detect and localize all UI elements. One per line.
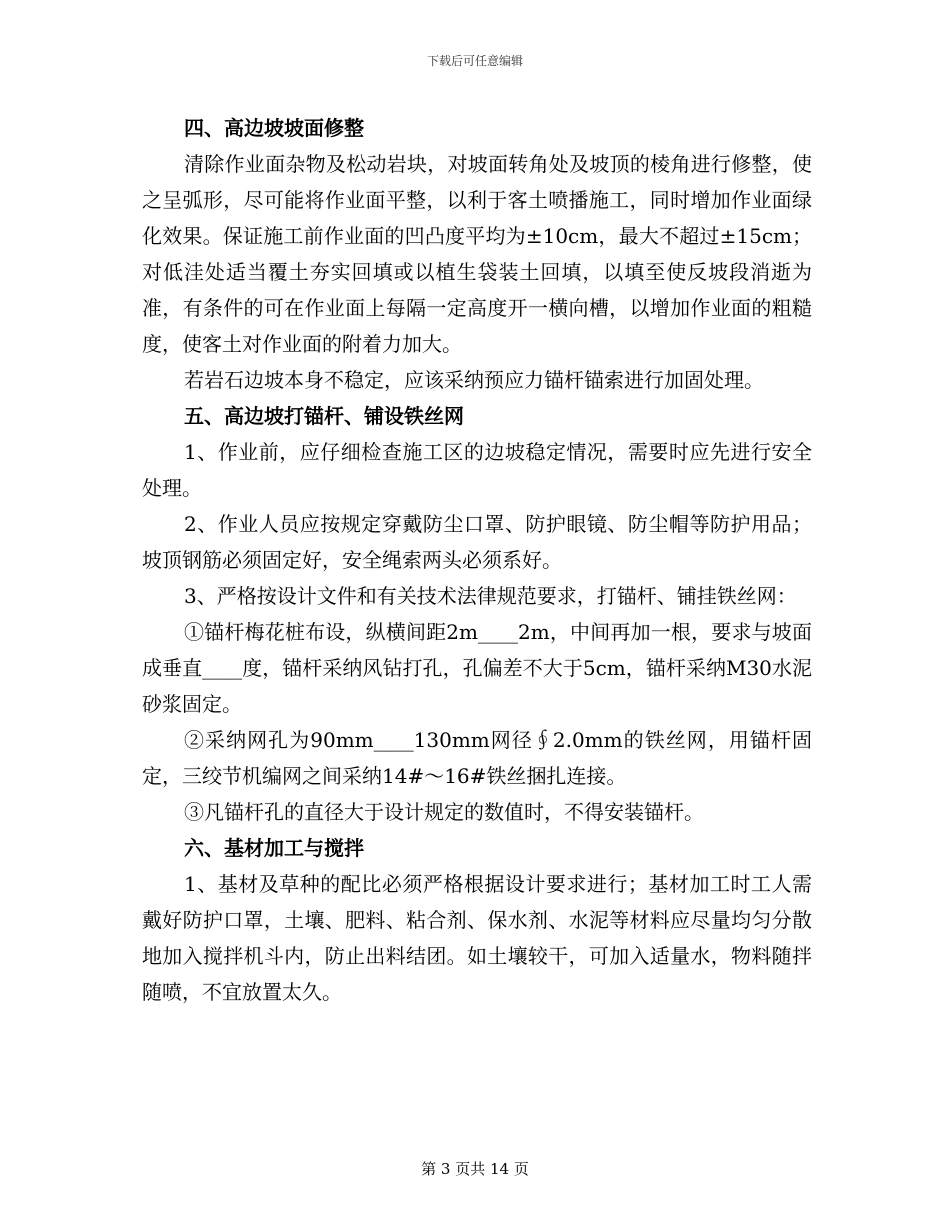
page-footer: 第 3 页共 14 页 [421,1160,529,1178]
section-heading-6: 六、基材加工与搅拌 [184,836,364,860]
paragraph-unstable-slope: 若岩石边坡本身不稳定，应该采纳预应力锚杆锚索进行加固处理。 [184,368,764,392]
paragraph-item-1: 1、作业前，应仔细检查施工区的边坡稳定情况，需要时应先进行安全处理。 [142,440,812,500]
paragraph-slope-trimming: 清除作业面杂物及松动岩块，对坡面转角处及坡顶的棱角进行修整，使之呈弧形，尽可能将作业面平整，以利于客土喷播施工，同时增加作业面绿化效果。保证施工前作业面的凹凸度平均为±10cm，最大不超过±15cm；对低洼处适当覆土夯实回填或以植生袋装土回填，以填至使反坡段消逝为准，有条件的可在作业面上每隔一定高度开一横向槽，以增加作业面的粗糙度，使客土对作业面的附着力加大。 [142,152,812,356]
section-heading-4: 四、高边坡坡面修整 [184,116,364,140]
paragraph-subitem-1: ①锚杆梅花桩布设，纵横间距2m____2m，中间再加一根，要求与坡面成垂直____度，锚杆采纳风钻打孔，孔偏差不大于5cm，锚杆采纳M30水泥砂浆固定。 [142,620,812,716]
paragraph-subitem-3: ③凡锚杆孔的直径大于设计规定的数值时，不得安装锚杆。 [184,800,704,824]
paragraph-item-3: 3、严格按设计文件和有关技术法律规范要求，打锚杆、铺挂铁丝网： [184,584,797,608]
paragraph-subitem-2: ②采纳网孔为90mm____130mm网径∮2.0mm的铁丝网，用锚杆固定，三绞节机编网之间采纳14#～16#铁丝捆扎连接。 [142,728,812,788]
section-heading-5: 五、高边坡打锚杆、铺设铁丝网 [184,404,464,428]
paragraph-substrate-mixing: 1、基材及草种的配比必须严格根据设计要求进行；基材加工时工人需戴好防护口罩，土壤、肥料、粘合剂、保水剂、水泥等材料应尽量均匀分散地加入搅拌机斗内，防止出料结团。如土壤较干，可加入适量水，物料随拌随喷，不宜放置太久。 [142,872,812,1004]
paragraph-item-2: 2、作业人员应按规定穿戴防尘口罩、防护眼镜、防尘帽等防护用品；坡顶钢筋必须固定好，安全绳索两头必须系好。 [142,512,812,572]
page-header: 下载后可任意编辑 [426,54,523,68]
document-body [142,110,812,1010]
